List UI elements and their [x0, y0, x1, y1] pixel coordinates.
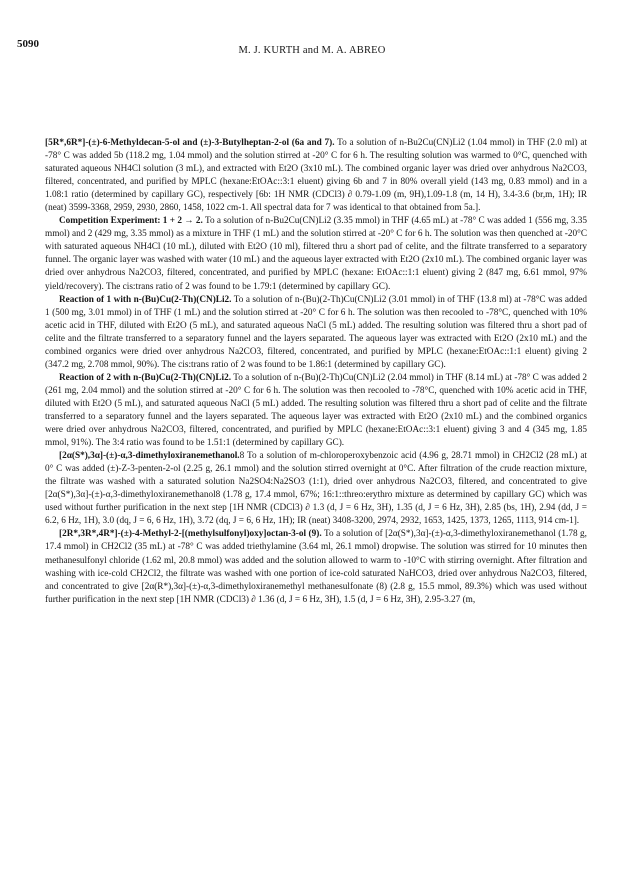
paragraph-heading: Reaction of 2 with n-(Bu)Cu(2-Th)(CN)Li2.: [59, 372, 232, 383]
paragraph-oxiranemethanol: [45, 450, 587, 528]
paragraph-heading: [5R*,6R*]-(±)-6-Methyldecan-5-ol and (±)-3-Butylheptan-2-ol (6a and 7).: [45, 138, 335, 148]
paragraph-text: 8 To a solution of m-chloroperoxybenzoic acid (4.96 g, 28.71 mmol) in CH2Cl2 (28 mL) at 0° C was added (±)-Z-3-penten-2-ol (2.25 g, 26.1 mmol) and the solution stirred overnight at 0°C. After filtration of the crude reaction mixture, the filtrate was washed with a saturated solution Na2SO4:Na2SO3 (1:1), dried over anhydrous Na2CO3, filtered, and concentrated to give [2α(S*),3α]-(±)-α,3-dimethyloxiranemethanol8 (1.78 g, 17.4 mmol, 67%; 16:1::threo:erythro mixture as determined by capillary GC) which was used without further purification in the next step [1H NMR (CDCl3) ∂ 1.3 (d, J = 6 Hz, 3H), 1.35 (d, J = 6 Hz, 3H), 2.85 (bs, 1H), 2.94 (dd, J = 6.2, 6 Hz, 1H), 3.0 (dq, J = 6, 6 Hz, 1H), 3.72 (dq, J = 6, 6 Hz, 1H); IR (neat) 3408-3200, 2974, 2932, 1653, 1425, 1373, 1265, 1113, 914 cm-1].: [45, 451, 587, 527]
paragraph-reaction-2: [45, 372, 587, 450]
page-number: 5090: [17, 38, 39, 50]
paragraph-heading: Competition Experiment: 1 + 2 → 2.: [59, 216, 203, 227]
paragraph-text: To a solution of n-(Bu)(2-Th)Cu(CN)Li2 (3.01 mmol) in of THF (13.8 ml) at -78°C was added 1 (500 mg, 3.01 mmol) in of THF (1 mL) and the solution stirred at -20° C for 6 h. The solution was then recooled to -78°C, quenched with 10% acetic acid in THF, diluted with Et2O (5 mL), and saturated aqueous NaCl (5 mL) added. The resulting solution was filtered thru a short pad of celite and the filtrate transferred to a separatory funnel and the layers separated. The aqueous layer was extracted with Et2O (2x10 mL) and the combined organics were dried over anhydrous Na2CO3, filtered, concentrated, and purified by MPLC (hexane:EtOAc::1:1 eluent) giving 2 (347.2 mg, 2.708 mmol, 90%). The cis:trans ratio of 2 was found to be 1.86:1 (determined by capillary GC).: [45, 294, 587, 370]
paragraph-text: To a solution of n-Bu2Cu(CN)Li2 (3.35 mmol) in THF (4.65 mL) at -78° C was added 1 (556 mg, 3.35 mmol) and 2 (429 mg, 3.35 mmol) as a mixture in THF (1 mL) and the solution stirred at -20° C for 6 h. The solution was then quenched at -20°C with saturated aqueous NH4Cl (10 mL), diluted with Et2O (10 ml), filtered thru a short pad of celite, and the filtrate transferred to a separatory funnel. The organic layer was washed with water (10 mL) and the aqueous layer extracted with Et2O (2x10 mL). The combined organic layer was dried over anhydrous Na2CO3, filtered, concentrated, and purified by MPLC (hexane: EtOAc::1:1 eluent) giving 2 (847 mg, 6.61 mmol, 97% yield/recovery). The cis:trans ratio of 2 was found to be 1.79:1 (determined by capillary GC).: [45, 216, 588, 292]
paragraph-heading: [2α(S*),3α]-(±)-α,3-dimethyloxiranemethanol.: [59, 451, 240, 462]
paragraph-text: To a solution of n-(Bu)(2-Th)Cu(CN)Li2 (2.04 mmol) in THF (8.14 mL) at -78° C was added 2 (261 mg, 2.04 mmol) and the solution stirred at -20° C for 6 h. The solution was then recooled to -78°C, quenched with 10% acetic acid in THF, diluted with Et2O (5 mL), and saturated aqueous NaCl (5 mL) added. The resulting solution was filtered thru a short pad of celite and the filtrate transferred to a separatory funnel and the layers separated. The aqueous layer was extracted with Et2O (2x10 mL) and the combined organics were dried over anhydrous Na2CO3, filtered, concentrated, and purified by MPLC (hexane:EtOAc::3:1 eluent) giving 3 and 4 (345 mg, 1.85 mmol, 91%). The 3:4 ratio was found to be 1.51:1 (determined by capillary GC).: [45, 372, 587, 449]
body-text: [45, 137, 587, 607]
paragraph-6a-7: [45, 137, 587, 215]
paragraph-competition-experiment: [45, 215, 587, 293]
paragraph-heading: [2R*,3R*,4R*]-(±)-4-Methyl-2-[(methylsulfonyl)oxy]octan-3-ol (9).: [59, 529, 322, 540]
paragraph-text: To a solution of n-Bu2Cu(CN)Li2 (1.04 mmol) in THF (2.0 ml) at -78° C was added 5b (118.2 mg, 1.04 mmol) and the solution stirred at -20° C for 6 h. The resulting solution was warmed to 0°C, quenched with saturated aqueous NH4Cl solution (3 mL), and extracted with Et2O (3x10 mL). The combined organic layer was dried over anhydrous Na2CO3, filtered, concentrated, and purified by MPLC (hexane:EtOAc::3:1 eluent) giving 6b and 7 in 80% overall yield (143 mg, 0.83 mmol) and in a 1.08:1 ratio (determined by capillary GC), respectively [6b: 1H NMR (CDCl3) ∂ 0.79-1.09 (m, 9H),1.09-1.8 (m, 14 H), 3.4-3.6 (br,m, 1H); IR (neat) 3599-3368, 2959, 2930, 2860, 1458, 1022 cm-1. All spectral data for 7 was identical to that obtained from 5a.].: [45, 138, 587, 214]
paragraph-heading: Reaction of 1 with n-(Bu)Cu(2-Th)(CN)Li2.: [59, 294, 232, 305]
running-head-authors: M. J. KURTH and M. A. ABREO: [238, 45, 386, 56]
paragraph-text: To a solution of [2α(S*),3α]-(±)-α,3-dimethyloxiranemethanol (1.78 g, 17.4 mmol) in CH2Cl2 (35 mL) at -78° C was added triethylamine (3.64 ml, 26.1 mmol) dropwise. The solution was stirred for 10 minutes then methanesulfonyl chloride (1.62 ml, 20.8 mmol) was added and the solution allowed to warm to -10°C with stirring overnight. After filtration and washing with ice-cold CH2Cl2, the filtrate was washed with one portion of ice-cold saturated NaHCO3, dried over anhydrous Na2CO3, filtered, and concentrated to give [2α(R*),3α]-(±)-α,3-dimethyloxiranemethyl methanesulfonate (8) (2.8 g, 15.5 mmol, 89.3%) which was used without further purification in the next step [1H NMR (CDCl3) ∂ 1.36 (d, J = 6 Hz, 3H), 1.5 (d, J = 6 Hz, 3H), 2.95-3.27 (m,: [45, 529, 587, 605]
paragraph-compound-9: [45, 528, 587, 606]
paragraph-reaction-1: [45, 294, 587, 372]
